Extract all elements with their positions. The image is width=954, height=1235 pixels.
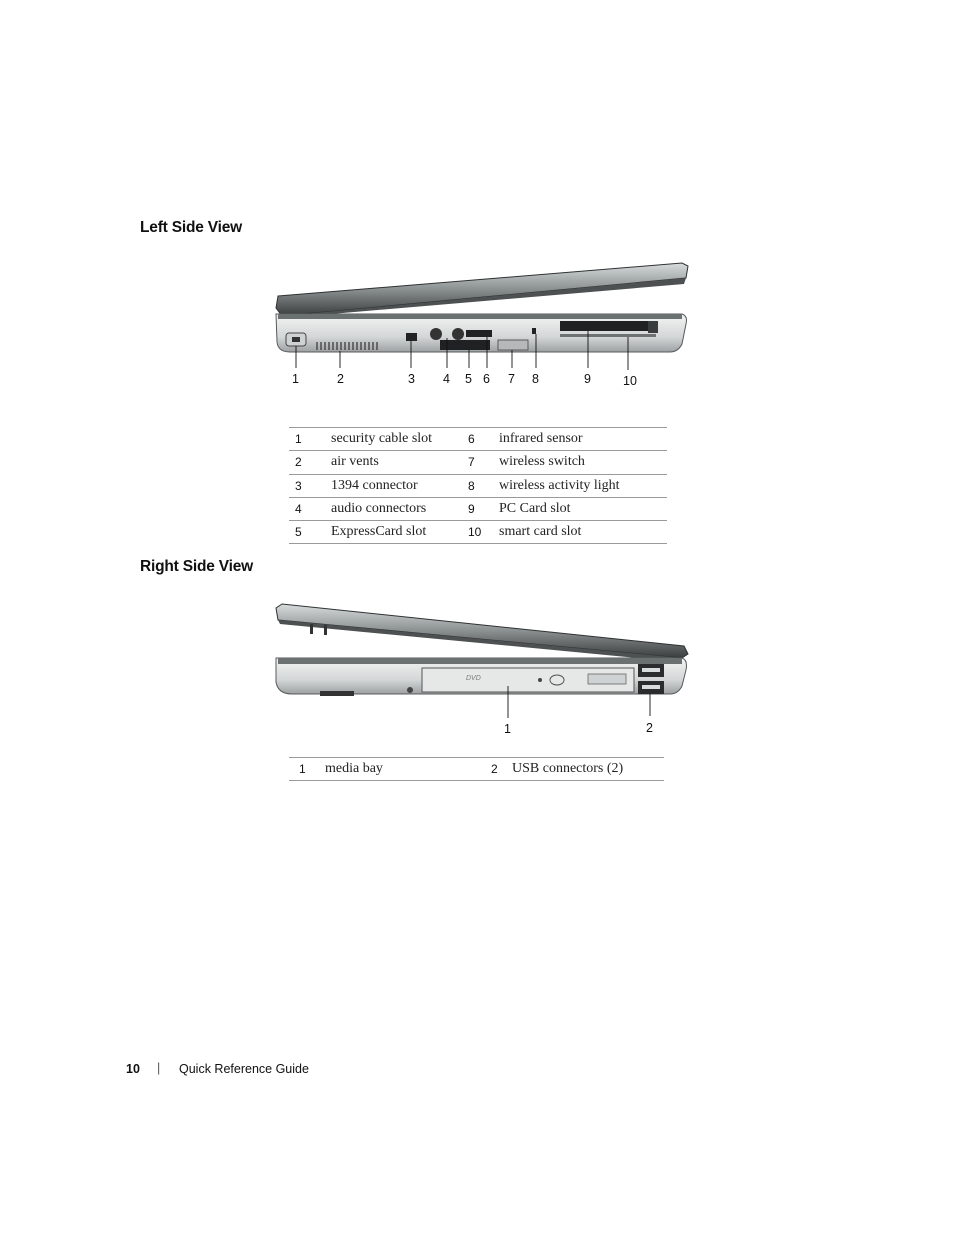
- left-side-legend-table: [289, 427, 667, 544]
- infrared-sensor-icon: [466, 330, 492, 337]
- item-label: security cable slot: [331, 428, 463, 451]
- security-slot-hole: [292, 337, 300, 342]
- footer-title: Quick Reference Guide: [179, 1062, 309, 1076]
- screw-icon: [407, 687, 413, 693]
- item-number: 3: [289, 474, 331, 497]
- hinge-detail-2: [324, 625, 327, 635]
- base-top-strip: [278, 314, 682, 319]
- pc-card-slot-icon: [560, 321, 656, 331]
- expresscard-slot-icon: [440, 340, 490, 350]
- item-number: 1: [289, 428, 331, 451]
- item-number: 7: [463, 451, 499, 474]
- item-label: media bay: [325, 758, 485, 781]
- audio-jack-icon-2: [452, 328, 464, 340]
- callout-1: 1: [504, 722, 511, 736]
- pc-card-eject-icon: [648, 321, 658, 333]
- item-label: smart card slot: [499, 521, 667, 544]
- usb-port-tongue: [642, 668, 660, 672]
- item-number: 2: [289, 451, 331, 474]
- page-number: 10: [126, 1062, 140, 1076]
- callout-6: 6: [483, 372, 490, 386]
- table-row: [289, 474, 667, 497]
- table-row: [289, 521, 667, 544]
- right-side-laptop-illustration: [270, 598, 690, 740]
- item-number: 6: [463, 428, 499, 451]
- foot: [320, 691, 354, 696]
- item-label: audio connectors: [331, 497, 463, 520]
- drive-light-icon: [538, 678, 542, 682]
- firewire-port-icon: [406, 333, 417, 341]
- callout-9: 9: [584, 372, 591, 386]
- item-label: USB connectors (2): [512, 758, 664, 781]
- table-row: [289, 428, 667, 451]
- callout-10: 10: [623, 374, 637, 388]
- right-side-view-heading: Right Side View: [140, 558, 253, 575]
- callout-1: 1: [292, 372, 299, 386]
- item-label: wireless switch: [499, 451, 667, 474]
- item-label: PC Card slot: [499, 497, 667, 520]
- hinge-detail: [310, 624, 313, 634]
- right-side-legend-table: [289, 757, 664, 781]
- item-number: 4: [289, 497, 331, 520]
- audio-jack-icon: [430, 328, 442, 340]
- item-number: 8: [463, 474, 499, 497]
- callout-8: 8: [532, 372, 539, 386]
- item-label: air vents: [331, 451, 463, 474]
- wireless-light-icon: [532, 328, 536, 334]
- callout-3: 3: [408, 372, 415, 386]
- table-row: [289, 451, 667, 474]
- wireless-switch-icon: [498, 340, 528, 350]
- callout-2: 2: [646, 721, 653, 735]
- callout-7: 7: [508, 372, 515, 386]
- callout-4: 4: [443, 372, 450, 386]
- usb-port-tongue-2: [642, 685, 660, 689]
- item-number: 10: [463, 521, 499, 544]
- item-number: 1: [289, 758, 325, 781]
- callout-5: 5: [465, 372, 472, 386]
- item-number: 5: [289, 521, 331, 544]
- item-label: ExpressCard slot: [331, 521, 463, 544]
- smart-card-slot-icon: [560, 334, 656, 337]
- table-row: [289, 758, 664, 781]
- footer-separator: |: [157, 1061, 161, 1075]
- item-number: 2: [485, 758, 512, 781]
- left-side-laptop-illustration: [270, 258, 690, 388]
- bay-latch-icon: [588, 674, 626, 684]
- lid: [276, 604, 688, 658]
- dvd-logo: DVD: [466, 675, 481, 682]
- item-number: 9: [463, 497, 499, 520]
- lid: [276, 263, 688, 316]
- item-label: 1394 connector: [331, 474, 463, 497]
- base-top-strip: [278, 658, 682, 664]
- table-row: [289, 497, 667, 520]
- callout-2: 2: [337, 372, 344, 386]
- item-label: wireless activity light: [499, 474, 667, 497]
- left-side-view-heading: Left Side View: [140, 219, 242, 236]
- item-label: infrared sensor: [499, 428, 667, 451]
